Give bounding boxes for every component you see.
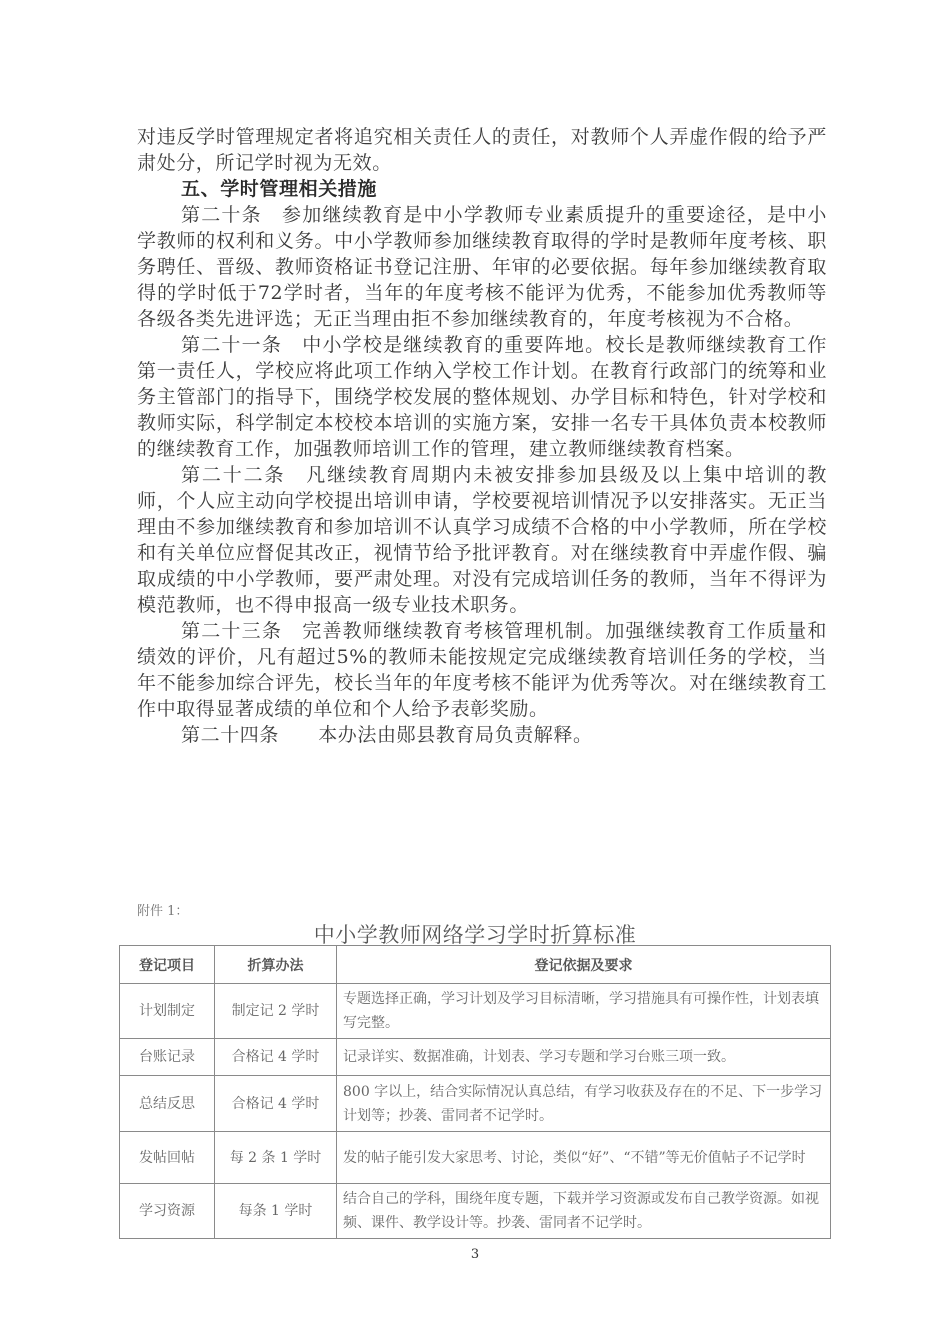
table-row bbox=[120, 1132, 831, 1184]
article-24: 第二十四条 本办法由郧县教育局负责解释。 bbox=[181, 724, 593, 746]
table-row bbox=[120, 1039, 831, 1076]
table-row bbox=[120, 1184, 831, 1239]
attachment-label: 附件 1： bbox=[137, 904, 189, 919]
article-23: 第二十三条 完善教师继续教育考核管理机制。加强继续教育工作质量和绩效的评价，凡有超过5%的教师未能按规定完成继续教育培训任务的学校，当年不能参加综合评先，校长当年的年度考核不能评为优秀等次。对在继续教育工作中取得显著成绩的单位和个人给予表彰奖励。 bbox=[137, 620, 827, 720]
cell-requirements: 专题选择正确，学习计划及学习目标清晰，学习措施具有可操作性，计划表填写完整。 bbox=[337, 984, 831, 1039]
cell-item: 发帖回帖 bbox=[120, 1132, 215, 1184]
cell-method: 合格记 4 学时 bbox=[215, 1076, 337, 1132]
header-requirements: 登记依据及要求 bbox=[337, 946, 831, 984]
table-title: 中小学教师网络学习学时折算标准 bbox=[313, 923, 637, 947]
cell-item: 计划制定 bbox=[120, 984, 215, 1039]
cell-item: 总结反思 bbox=[120, 1076, 215, 1132]
cell-method: 每 2 条 1 学时 bbox=[215, 1132, 337, 1184]
section-heading: 五、学时管理相关措施 bbox=[181, 178, 378, 200]
header-item: 登记项目 bbox=[120, 946, 215, 984]
table-row bbox=[120, 1076, 831, 1132]
cell-method: 每条 1 学时 bbox=[215, 1184, 337, 1239]
cell-item: 学习资源 bbox=[120, 1184, 215, 1239]
paragraph-continuation: 对违反学时管理规定者将追究相关责任人的责任，对教师个人弄虚作假的给予严肃处分，所记学时视为无效。 bbox=[137, 126, 827, 174]
header-method: 折算办法 bbox=[215, 946, 337, 984]
cell-requirements: 发的帖子能引发大家思考、讨论，类似“好”、“不错”等无价值帖子不记学时 bbox=[337, 1132, 831, 1184]
article-22: 第二十二条 凡继续教育周期内未被安排参加县级及以上集中培训的教师，个人应主动向学校提出培训申请，学校要视培训情况予以安排落实。无正当理由不参加继续教育和参加培训不认真学习成绩不合格的中小学教师，所在学校和有关单位应督促其改正，视情节给予批评教育。对在继续教育中弄虚作假、骗取成绩的中小学教师，要严肃处理。对没有完成培训任务的教师，当年不得评为模范教师，也不得申报高一级专业技术职务。 bbox=[137, 464, 827, 616]
cell-requirements: 结合自己的学科，围绕年度专题，下载并学习资源或发布自己教学资源。如视频、课件、教学设计等。抄袭、雷同者不记学时。 bbox=[337, 1184, 831, 1239]
cell-requirements: 记录详实、数据准确，计划表、学习专题和学习台账三项一致。 bbox=[337, 1039, 831, 1076]
table-row bbox=[120, 984, 831, 1039]
table-header-row bbox=[120, 946, 831, 984]
cell-method: 合格记 4 学时 bbox=[215, 1039, 337, 1076]
cell-item: 台账记录 bbox=[120, 1039, 215, 1076]
cell-requirements: 800 字以上，结合实际情况认真总结，有学习收获及存在的不足、下一步学习计划等；抄袭、雷同者不记学时。 bbox=[337, 1076, 831, 1132]
conversion-table bbox=[119, 945, 831, 1239]
cell-method: 制定记 2 学时 bbox=[215, 984, 337, 1039]
article-20: 第二十条 参加继续教育是中小学教师专业素质提升的重要途径，是中小学教师的权利和义务。中小学教师参加继续教育取得的学时是教师年度考核、职务聘任、晋级、教师资格证书登记注册、年审的必要依据。每年参加继续教育取得的学时低于72学时者，当年的年度考核不能评为优秀，不能参加优秀教师等各级各类先进评选；无正当理由拒不参加继续教育的，年度考核视为不合格。 bbox=[137, 204, 827, 330]
page-number: 3 bbox=[470, 1247, 480, 1262]
body-text bbox=[137, 124, 827, 748]
article-21: 第二十一条 中小学校是继续教育的重要阵地。校长是教师继续教育工作第一责任人，学校应将此项工作纳入学校工作计划。在教育行政部门的统筹和业务主管部门的指导下，围绕学校发展的整体规划、办学目标和特色，针对学校和教师实际，科学制定本校校本培训的实施方案，安排一名专干具体负责本校教师的继续教育工作，加强教师培训工作的管理，建立教师继续教育档案。 bbox=[137, 334, 827, 460]
